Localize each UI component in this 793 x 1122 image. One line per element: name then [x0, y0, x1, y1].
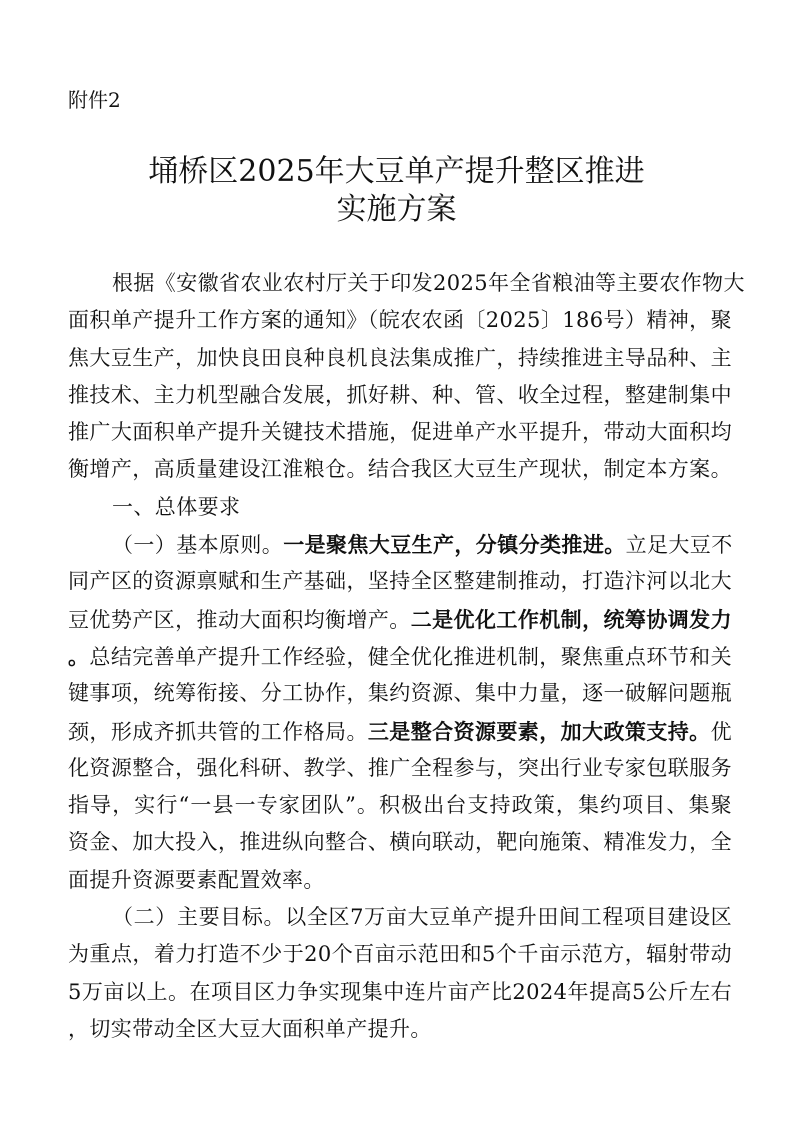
document-title-line-2: 实施方案	[336, 192, 457, 227]
goals-line: 5万亩以上。在项目区力争实现集中连片亩产比2024年提高5公斤左右	[68, 979, 732, 1004]
intro-line: 衡增产，高质量建设江淮粮仓。结合我区大豆生产现状，制定本方案。	[68, 457, 732, 482]
principles-line: 面提升资源要素配置效率。	[68, 867, 325, 892]
document-body	[68, 265, 745, 1048]
principles-text: 立足大豆不	[625, 533, 733, 558]
intro-line: 焦大豆生产，加快良田良种良机良法集成推广，持续推进主导品种、主	[68, 345, 732, 370]
principles-line: 键事项，统筹衔接、分工协作，集约资源、集中力量，逐一破解问题瓶	[68, 681, 732, 706]
principles-text: 颈，形成齐抓共管的工作格局。	[68, 719, 368, 744]
principles-text: 总结完善单产提升工作经验，健全优化推进机制，聚焦重点环节和关	[89, 644, 732, 669]
goals-line: 为重点，着力打造不少于20个百亩示范田和5个千亩示范方，辐射带动	[68, 942, 732, 967]
document-title-line-1: 埇桥区2025年大豆单产提升整区推进	[148, 154, 645, 189]
principles-line	[68, 713, 732, 750]
intro-line: 推广大面积单产提升关键技术措施，促进单产水平提升，带动大面积均	[68, 420, 732, 445]
principles-punct: 。	[68, 643, 90, 669]
goals-line: ，切实带动全区大豆大面积单产提升。	[68, 1016, 432, 1041]
principles-line: 资金、加大投入，推进纵向整合、横向联动，靶向施策、精准发力，全	[68, 830, 732, 855]
principles-line: 化资源整合，强化科研、教学、推广全程参与，突出行业专家包联服务	[68, 755, 732, 780]
principles-line: 同产区的资源禀赋和生产基础，坚持全区整建制推动，打造汴河以北大	[68, 569, 732, 594]
principle-two: 二是优化工作机制，统筹协调发力	[410, 606, 732, 632]
section-heading: 一、总体要求	[112, 494, 241, 519]
goals-line: （二）主要目标。以全区7万亩大豆单产提升田间工程项目建设区	[112, 905, 732, 930]
principles-text: 豆优势产区，推动大面积均衡增产。	[68, 607, 411, 632]
intro-line: 根据《安徽省农业农村厅关于印发2025年全省粮油等主要农作物大	[112, 271, 745, 295]
principles-line: 指导，实行“一县一专家团队”。积极出台支持政策，集约项目、集聚	[68, 793, 732, 818]
principle-three: 三是整合资源要素，加大政策支持。	[367, 718, 711, 744]
intro-line: 推技术、主力机型融合发展，抓好耕、种、管、收全过程，整建制集中	[68, 382, 732, 407]
principles-text: 优	[710, 719, 732, 744]
principles-label: （一）基本原则。	[112, 533, 284, 558]
attachment-label: 附件2	[68, 88, 121, 112]
principles-line	[68, 638, 732, 675]
principles-line	[68, 526, 732, 563]
principle-one: 一是聚焦大豆生产，分镇分类推进。	[283, 532, 626, 558]
principles-line	[68, 601, 732, 638]
intro-line: 面积单产提升工作方案的通知》（皖农农函〔2025〕186号）精神，聚	[68, 308, 732, 333]
